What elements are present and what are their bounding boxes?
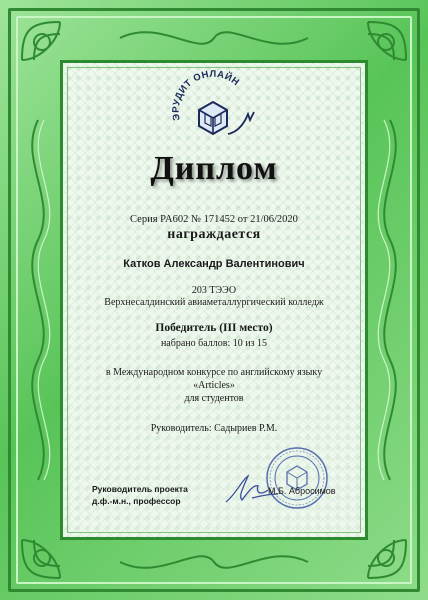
contest-line-3: для студентов xyxy=(184,393,244,404)
signatory-title-line-2: д.ф.-м.н., профессор xyxy=(92,496,181,506)
signatory-title-line-1: Руководитель проекта xyxy=(92,484,188,494)
contest-line-2: «Articles» xyxy=(193,380,235,391)
awarded-heading: награждается xyxy=(167,227,261,242)
score-line: набрано баллов: 10 из 15 xyxy=(160,338,268,349)
series-number: Серия PA602 № 171452 от 21/06/2020 xyxy=(130,214,298,225)
recipient-name: Катков Александр Валентинович xyxy=(123,258,305,270)
supervisor-line: Руководитель: Садыриев Р.М. xyxy=(150,423,278,434)
contest-line-1: в Международном конкурсе по английскому языку xyxy=(105,367,323,378)
signatory-title xyxy=(92,483,232,507)
college-name: Верхнесалдинский авиаметаллургический колледж xyxy=(104,297,324,308)
student-group: 203 ТЭЭО xyxy=(191,285,237,296)
diploma-title: Диплом xyxy=(150,150,278,187)
erudit-online-logo xyxy=(168,62,258,152)
logo-text: ЭРУДИТ ОНЛАЙН xyxy=(170,68,242,122)
signatory-name: М.Б. Абросимов xyxy=(268,486,336,496)
winner-place: Победитель (III место) xyxy=(155,322,273,334)
